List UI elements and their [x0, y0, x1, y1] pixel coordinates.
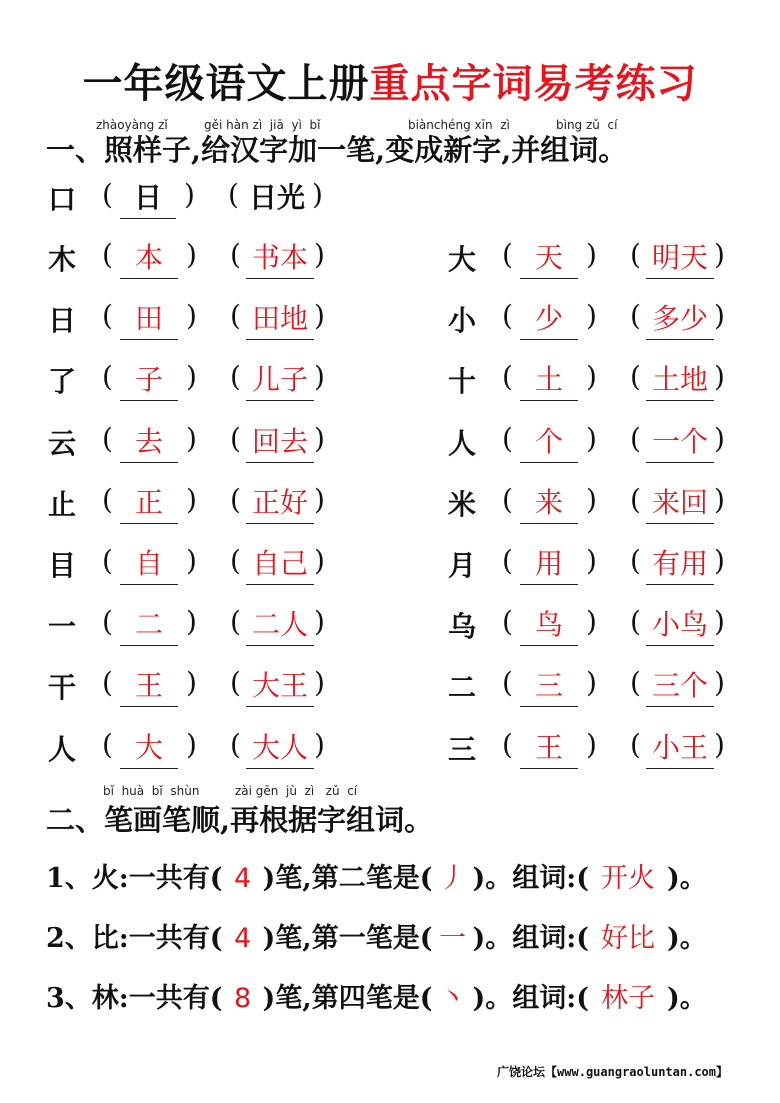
pinyin-2: gěi hàn zì jiā yì bǐ [204, 118, 321, 132]
example-base: 口 [48, 183, 77, 216]
question-row-2 [46, 916, 707, 955]
q1-stroke: 丿 [438, 863, 466, 894]
q3-mid: )笔,第四笔是( [262, 983, 433, 1014]
exercise-row-right-2 [446, 299, 746, 345]
open-paren: ( [102, 238, 113, 271]
open-paren: ( [502, 360, 513, 394]
open-paren: ( [102, 727, 113, 761]
base-char: 木 [48, 243, 77, 276]
open-paren: ( [230, 360, 241, 394]
close-paren: ) [586, 666, 597, 700]
open-paren: ( [502, 421, 513, 455]
open-paren: ( [102, 666, 113, 700]
word-answer: 大王 [246, 666, 314, 707]
exercise-row-left-1 [46, 238, 346, 284]
new-char-answer: 少 [520, 299, 578, 340]
word-answer: 小王 [646, 728, 714, 769]
close-paren: ) [586, 238, 597, 271]
exercise-row-left-7 [46, 605, 346, 651]
close-paren: ) [186, 727, 197, 761]
exercise-row-left-6 [46, 544, 346, 590]
pinyin-5: bǐ huà bǐ shùn [103, 784, 200, 798]
exercise-row-left-5 [46, 483, 346, 529]
base-char: 月 [448, 549, 477, 582]
open-paren: ( [502, 605, 513, 639]
pinyin-6: zài gēn jù zì zǔ cí [235, 784, 358, 798]
q3-word: 林子 [601, 983, 656, 1014]
pinyin-4: bìng zǔ cí [556, 118, 618, 132]
new-char-answer: 大 [120, 728, 178, 769]
base-char: 干 [48, 671, 77, 705]
q1-word: 开火 [601, 863, 656, 894]
open-paren: ( [102, 360, 113, 394]
close-paren: ) [586, 421, 597, 455]
open-paren: ( [230, 727, 241, 761]
base-char: 止 [48, 487, 77, 521]
q1-label: 1、火:一共有( [46, 863, 223, 894]
open-paren: ( [502, 238, 513, 271]
close-paren: ) [714, 605, 725, 639]
pinyin-1: zhàoyàng zǐ [96, 118, 168, 132]
close-paren: ) [186, 421, 197, 455]
new-char-answer: 正 [120, 483, 178, 524]
q1-end: )。 [667, 863, 707, 894]
word-answer: 一个 [646, 422, 714, 463]
close-paren: ) [312, 178, 323, 211]
exercise-row-right-5 [446, 483, 746, 529]
q1-count: 4 [233, 863, 252, 894]
open-paren: ( [502, 666, 513, 700]
word-answer: 儿子 [246, 360, 314, 401]
q2-end: )。 [667, 923, 707, 954]
close-paren: ) [186, 360, 197, 394]
open-paren: ( [502, 299, 513, 333]
question-row-3 [46, 976, 707, 1015]
close-paren: ) [714, 299, 725, 333]
close-paren: ) [714, 482, 725, 516]
word-answer: 正好 [246, 483, 314, 524]
open-paren: ( [228, 178, 239, 211]
open-paren: ( [230, 421, 241, 455]
new-char-answer: 用 [520, 544, 578, 585]
word-answer: 回去 [246, 422, 314, 463]
open-paren: ( [502, 482, 513, 516]
exercise-row-right-6 [446, 544, 746, 590]
open-paren: ( [630, 360, 641, 394]
q3-stroke: 丶 [438, 983, 466, 1014]
section2-title: 二、笔画笔顺,再根据字组词。 [46, 803, 434, 837]
open-paren: ( [630, 605, 641, 639]
open-paren: ( [630, 544, 641, 577]
close-paren: ) [186, 666, 197, 700]
close-paren: ) [314, 666, 325, 700]
new-char-answer: 个 [520, 422, 578, 463]
close-paren: ) [314, 544, 325, 577]
exercise-row-right-7 [446, 605, 746, 651]
exercise-row-left-4 [46, 422, 346, 468]
close-paren: ) [314, 238, 325, 271]
open-paren: ( [630, 238, 641, 271]
word-answer: 书本 [246, 238, 314, 279]
new-char-answer: 自 [120, 544, 178, 585]
q2-count: 4 [233, 923, 252, 954]
close-paren: ) [586, 727, 597, 761]
open-paren: ( [502, 727, 513, 761]
close-paren: ) [714, 544, 725, 577]
open-paren: ( [630, 482, 641, 516]
open-paren: ( [630, 727, 641, 761]
close-paren: ) [186, 299, 197, 333]
base-char: 了 [48, 365, 77, 399]
base-char: 人 [448, 426, 477, 460]
new-char-answer: 田 [120, 299, 178, 340]
close-paren: ) [714, 238, 725, 271]
close-paren: ) [186, 482, 197, 516]
open-paren: ( [230, 238, 241, 271]
word-answer: 二人 [246, 605, 314, 646]
q1-mid: )笔,第二笔是( [262, 863, 433, 894]
close-paren: ) [314, 421, 325, 455]
new-char-answer: 鸟 [520, 605, 578, 646]
exercise-row-right-3 [446, 360, 746, 406]
close-paren: ) [184, 178, 195, 211]
base-char: 十 [448, 365, 477, 399]
exercise-row-right-8 [446, 666, 746, 712]
base-char: 三 [448, 732, 477, 766]
word-answer: 田地 [246, 299, 314, 340]
word-answer: 多少 [646, 299, 714, 340]
open-paren: ( [630, 421, 641, 455]
open-paren: ( [630, 299, 641, 333]
new-char-answer: 子 [120, 360, 178, 401]
word-answer: 小鸟 [646, 605, 714, 646]
open-paren: ( [630, 666, 641, 700]
open-paren: ( [102, 544, 113, 577]
word-answer: 大人 [246, 728, 314, 769]
close-paren: ) [314, 482, 325, 516]
close-paren: ) [714, 421, 725, 455]
new-char-answer: 土 [520, 360, 578, 401]
open-paren: ( [102, 421, 113, 455]
question-row-1 [46, 856, 707, 895]
new-char-answer: 二 [120, 605, 178, 646]
close-paren: ) [714, 360, 725, 394]
title-part1: 一年级语文上册 [82, 60, 370, 107]
base-char: 人 [48, 732, 77, 766]
close-paren: ) [586, 360, 597, 394]
new-char-answer: 来 [520, 483, 578, 524]
close-paren: ) [314, 605, 325, 639]
open-paren: ( [102, 299, 113, 333]
close-paren: ) [586, 605, 597, 639]
q1-after: )。组词:( [472, 863, 590, 894]
q3-label: 3、林:一共有( [46, 983, 223, 1014]
open-paren: ( [102, 178, 113, 211]
word-answer: 自己 [246, 544, 314, 585]
open-paren: ( [230, 666, 241, 700]
close-paren: ) [314, 727, 325, 761]
new-char-answer: 三 [520, 666, 578, 707]
exercise-row-left-3 [46, 360, 346, 406]
close-paren: ) [314, 360, 325, 394]
base-char: 云 [48, 426, 77, 460]
q3-after: )。组词:( [472, 983, 590, 1014]
section1-title: 一、照样子,给汉字加一笔,变成新字,并组词。 [46, 133, 628, 167]
q3-count: 8 [233, 983, 252, 1014]
new-char-answer: 去 [120, 422, 178, 463]
open-paren: ( [230, 482, 241, 516]
open-paren: ( [230, 544, 241, 577]
word-answer: 来回 [646, 483, 714, 524]
q2-after: )。组词:( [472, 923, 590, 954]
close-paren: ) [586, 482, 597, 516]
q3-end: )。 [667, 983, 707, 1014]
close-paren: ) [186, 544, 197, 577]
word-answer: 土地 [646, 360, 714, 401]
open-paren: ( [102, 605, 113, 639]
title-part2: 重点字词易考练习 [369, 60, 698, 107]
new-char-answer: 王 [520, 728, 578, 769]
exercise-row-right-9 [446, 728, 746, 774]
q2-stroke: 一 [438, 923, 466, 954]
pinyin-3: biànchéng xīn zì [408, 118, 510, 132]
footer-source: 广饶论坛【www.guangraoluntan.com】 [497, 1065, 728, 1079]
exercise-row-left-9 [46, 728, 346, 774]
word-answer: 明天 [646, 238, 714, 279]
base-char: 大 [448, 243, 477, 276]
close-paren: ) [586, 299, 597, 333]
open-paren: ( [230, 299, 241, 333]
open-paren: ( [230, 605, 241, 639]
close-paren: ) [314, 299, 325, 333]
new-char-answer: 本 [120, 238, 178, 279]
base-char: 小 [448, 304, 477, 338]
new-char-answer: 天 [520, 238, 578, 279]
close-paren: ) [186, 238, 197, 271]
q2-mid: )笔,第一笔是( [262, 923, 433, 954]
base-char: 米 [448, 487, 477, 521]
exercise-row-right-1 [446, 238, 746, 284]
example-row [46, 178, 386, 224]
close-paren: ) [586, 544, 597, 577]
q2-label: 2、比:一共有( [46, 923, 223, 954]
exercise-row-left-2 [46, 299, 346, 345]
base-char: 乌 [448, 610, 477, 644]
word-answer: 三个 [646, 666, 714, 707]
q2-word: 好比 [601, 923, 656, 954]
example-word: 日光 [248, 181, 305, 214]
close-paren: ) [186, 605, 197, 639]
base-char: 目 [48, 549, 77, 582]
base-char: 日 [48, 304, 77, 338]
example-new: 日 [120, 178, 176, 219]
new-char-answer: 王 [120, 666, 178, 707]
word-answer: 有用 [646, 544, 714, 585]
exercise-row-left-8 [46, 666, 346, 712]
open-paren: ( [502, 544, 513, 577]
close-paren: ) [714, 666, 725, 700]
base-char: 二 [448, 671, 477, 705]
base-char: 一 [48, 610, 77, 644]
exercise-row-right-4 [446, 422, 746, 468]
page-title [0, 52, 780, 109]
open-paren: ( [102, 482, 113, 516]
close-paren: ) [714, 727, 725, 761]
